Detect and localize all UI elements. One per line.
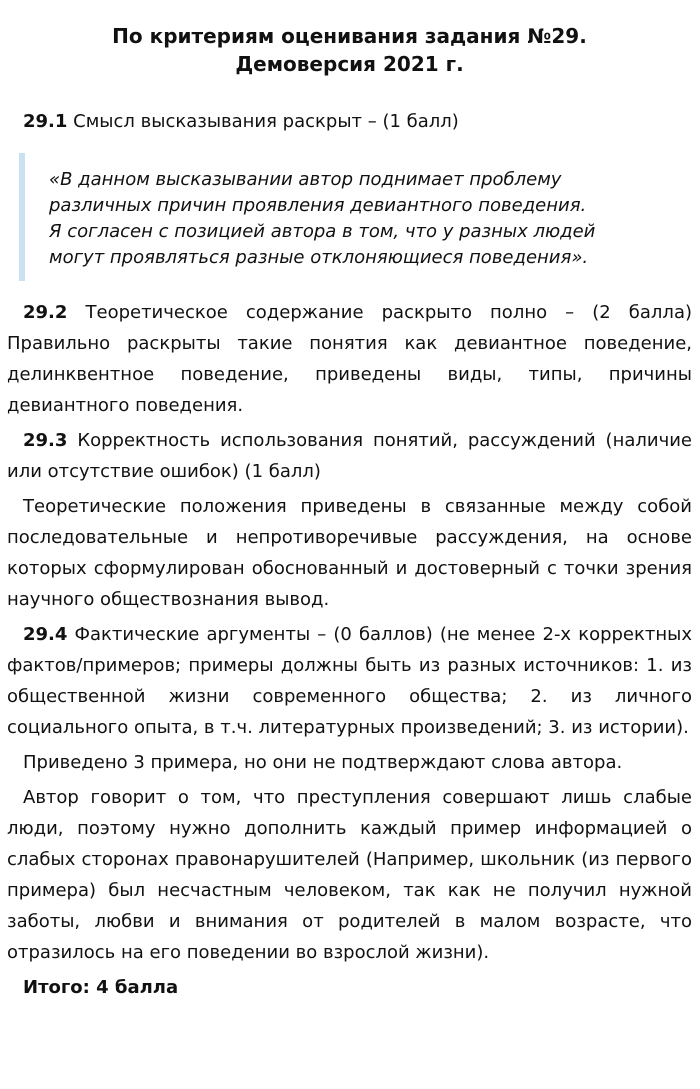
quote-line-2: различных причин проявления девиантного поведения. <box>49 195 587 216</box>
criterion-number: 29.3 <box>23 430 68 451</box>
criterion-text: Смысл высказывания раскрыт – (1 балл) <box>67 111 459 132</box>
criterion-number: 29.4 <box>23 624 68 645</box>
criterion-29-4-comment-2: Автор говорит о том, что преступления совершают лишь слабые люди, поэтому нужно дополнить каждый пример информацией о слабых сторонах правонарушителей (Например, школьник (из первого примера) был несчастным человеком, так как не получил нужной заботы, любви и внимания от родителей в малом возрасте, что отразилось на его поведении во взрослой жизни). <box>7 787 692 963</box>
title-line-2: Демоверсия 2021 г. <box>235 52 464 76</box>
criterion-text: Теоретическое содержание раскрыто полно – (2 балла) Правильно раскрыты такие понятия как девиантное поведение, делинквентное поведение, приведены виды, типы, причины девиантного поведения. <box>7 302 692 416</box>
criterion-29-4 <box>7 619 692 743</box>
criterion-29-1 <box>7 106 692 137</box>
quote-line-4: могут проявляться разные отклоняющиеся поведения». <box>49 247 589 268</box>
criterion-text: Корректность использования понятий, рассуждений (наличие или отсутствие ошибок) (1 балл) <box>7 430 692 482</box>
criterion-29-4-comment-1: Приведено 3 примера, но они не подтверждают слова автора. <box>23 752 623 773</box>
quote-line-3: Я согласен с позицией автора в том, что у разных людей <box>49 221 596 242</box>
page-title <box>7 0 692 78</box>
total-score: Итого: 4 балла <box>23 977 179 998</box>
title-line-1: По критериям оценивания задания №29. <box>112 24 587 48</box>
criterion-29-3-comment: Теоретические положения приведены в связанные между собой последовательные и непротиворечивые рассуждения, на основе которых сформулирован обоснованный и достоверный с точки зрения научного обществознания вывод. <box>7 496 692 610</box>
quote-line-1: «В данном высказывании автор поднимает проблему <box>49 169 562 190</box>
criterion-number: 29.2 <box>23 302 68 323</box>
criterion-text: Фактические аргументы – (0 баллов) (не менее 2-х корректных фактов/примеров; примеры должны быть из разных источников: 1. из общественной жизни современного общества; 2. из личного социального опыта, в т.ч. литературных произведений; 3. из истории). <box>7 624 692 738</box>
criterion-number: 29.1 <box>23 111 68 132</box>
quoted-answer <box>19 153 692 281</box>
criterion-29-3 <box>7 425 692 487</box>
criterion-29-2 <box>7 297 692 421</box>
